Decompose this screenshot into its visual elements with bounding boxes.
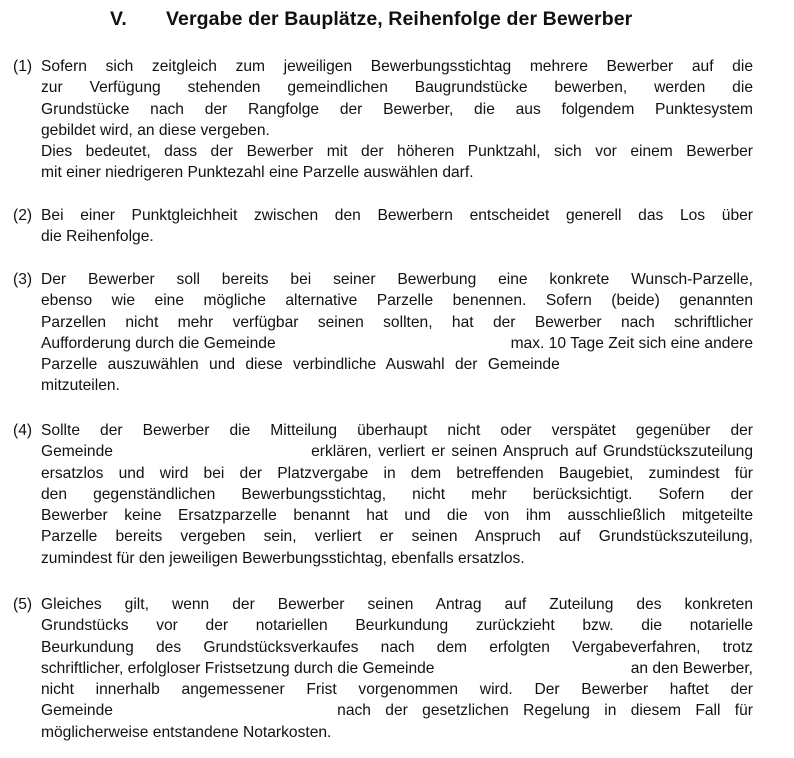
paragraph-2 <box>13 205 753 248</box>
text-line: Der Bewerber soll bereits bei seiner Bewerbung eine konkrete Wunsch-Parzelle, <box>41 271 753 288</box>
text-line: ebenso wie eine mögliche alternative Parzelle benennen. Sofern (beide) genannten <box>41 292 753 310</box>
paragraph-number: (5) <box>13 596 33 613</box>
text-line: zumindest für den jeweiligen Bewerbungsstichtag, ebenfalls ersatzlos. <box>41 549 525 567</box>
text-line <box>41 333 753 354</box>
text-line: den gegenständlichen Bewerbungsstichtag, nicht mehr berücksichtigt. Sofern der <box>41 485 753 503</box>
text-segment: Gemeinde <box>41 443 113 461</box>
paragraph-3 <box>13 269 753 397</box>
paragraph-number: (1) <box>13 58 33 75</box>
paragraph-number: (3) <box>13 271 33 288</box>
text-segment: Gemeinde <box>41 702 113 720</box>
text-line: Parzellen nicht mehr verfügbar seinen sollten, hat der Bewerber nach schriftlicher <box>41 313 753 331</box>
text-segment: schriftlicher, erfolgloser Fristsetzung durch die Gemeinde <box>41 659 435 677</box>
section-title: Vergabe der Bauplätze, Reihenfolge der Bewerber <box>166 8 633 30</box>
text-line: Bei einer Punktgleichheit zwischen den Bewerbern entscheidet generell das Los über <box>41 207 753 224</box>
text-line: ersatzlos und wird bei der Platzvergabe in dem betreffenden Baugebiet, zumindest für <box>41 464 753 482</box>
text-line: gebildet wird, an diese vergeben. <box>41 121 270 139</box>
text-line: möglicherweise entstandene Notarkosten. <box>41 723 332 741</box>
text-line: Parzelle auszuwählen und diese verbindliche Auswahl der Gemeinde <box>41 356 560 374</box>
text-line: Beurkundung des Grundstücksverkaufes nach dem erfolgten Vergabeverfahren, trotz <box>41 638 753 656</box>
text-segment: erklären, verliert er seinen Anspruch auf Grundstückszuteilung <box>311 443 753 461</box>
text-line: Parzelle bereits vergeben sein, verliert er seinen Anspruch auf Grundstückszuteilung, <box>41 528 753 546</box>
text-line <box>41 700 753 721</box>
text-segment: Aufforderung durch die Gemeinde <box>41 334 276 352</box>
text-line: zur Verfügung stehenden gemeindlichen Baugrundstücke bewerben, werden die <box>41 79 753 97</box>
text-line: Sofern sich zeitgleich zum jeweiligen Bewerbungsstichtag mehrere Bewerber auf die <box>41 58 753 75</box>
text-line <box>41 658 753 679</box>
paragraph-number: (2) <box>13 207 33 224</box>
paragraph-5 <box>13 594 753 743</box>
text-line: mitzuteilen. <box>41 377 120 395</box>
paragraph-1 <box>13 56 753 184</box>
paragraph-4 <box>13 420 753 569</box>
text-line: Grundstücke nach der Rangfolge der Bewerber, die aus folgendem Punktesystem <box>41 100 753 118</box>
text-line: Grundstücks vor der notariellen Beurkundung zurückzieht bzw. die notarielle <box>41 617 753 635</box>
text-line <box>41 441 753 462</box>
text-segment: max. 10 Tage Zeit sich eine andere <box>510 334 753 352</box>
text-line: Dies bedeutet, dass der Bewerber mit der höheren Punktzahl, sich vor einem Bewerber <box>41 143 753 161</box>
section-number: V. <box>110 8 127 30</box>
text-line: die Reihenfolge. <box>41 228 154 246</box>
text-line: Sollte der Bewerber die Mitteilung überhaupt nicht oder verspätet gegenüber der <box>41 422 753 439</box>
text-segment: nach der gesetzlichen Regelung in diesem Fall für <box>337 702 753 720</box>
text-line: Bewerber keine Ersatzparzelle benannt hat und die von ihm ausschließlich mitgeteilte <box>41 507 753 525</box>
text-line: mit einer niedrigeren Punktezahl eine Parzelle auswählen darf. <box>41 164 474 182</box>
text-line: Gleiches gilt, wenn der Bewerber seinen Antrag auf Zuteilung des konkreten <box>41 596 753 613</box>
paragraph-number: (4) <box>13 422 33 439</box>
text-segment: an den Bewerber, <box>630 659 753 677</box>
text-line: nicht innerhalb angemessener Frist vorgenommen wird. Der Bewerber haftet der <box>41 681 753 699</box>
